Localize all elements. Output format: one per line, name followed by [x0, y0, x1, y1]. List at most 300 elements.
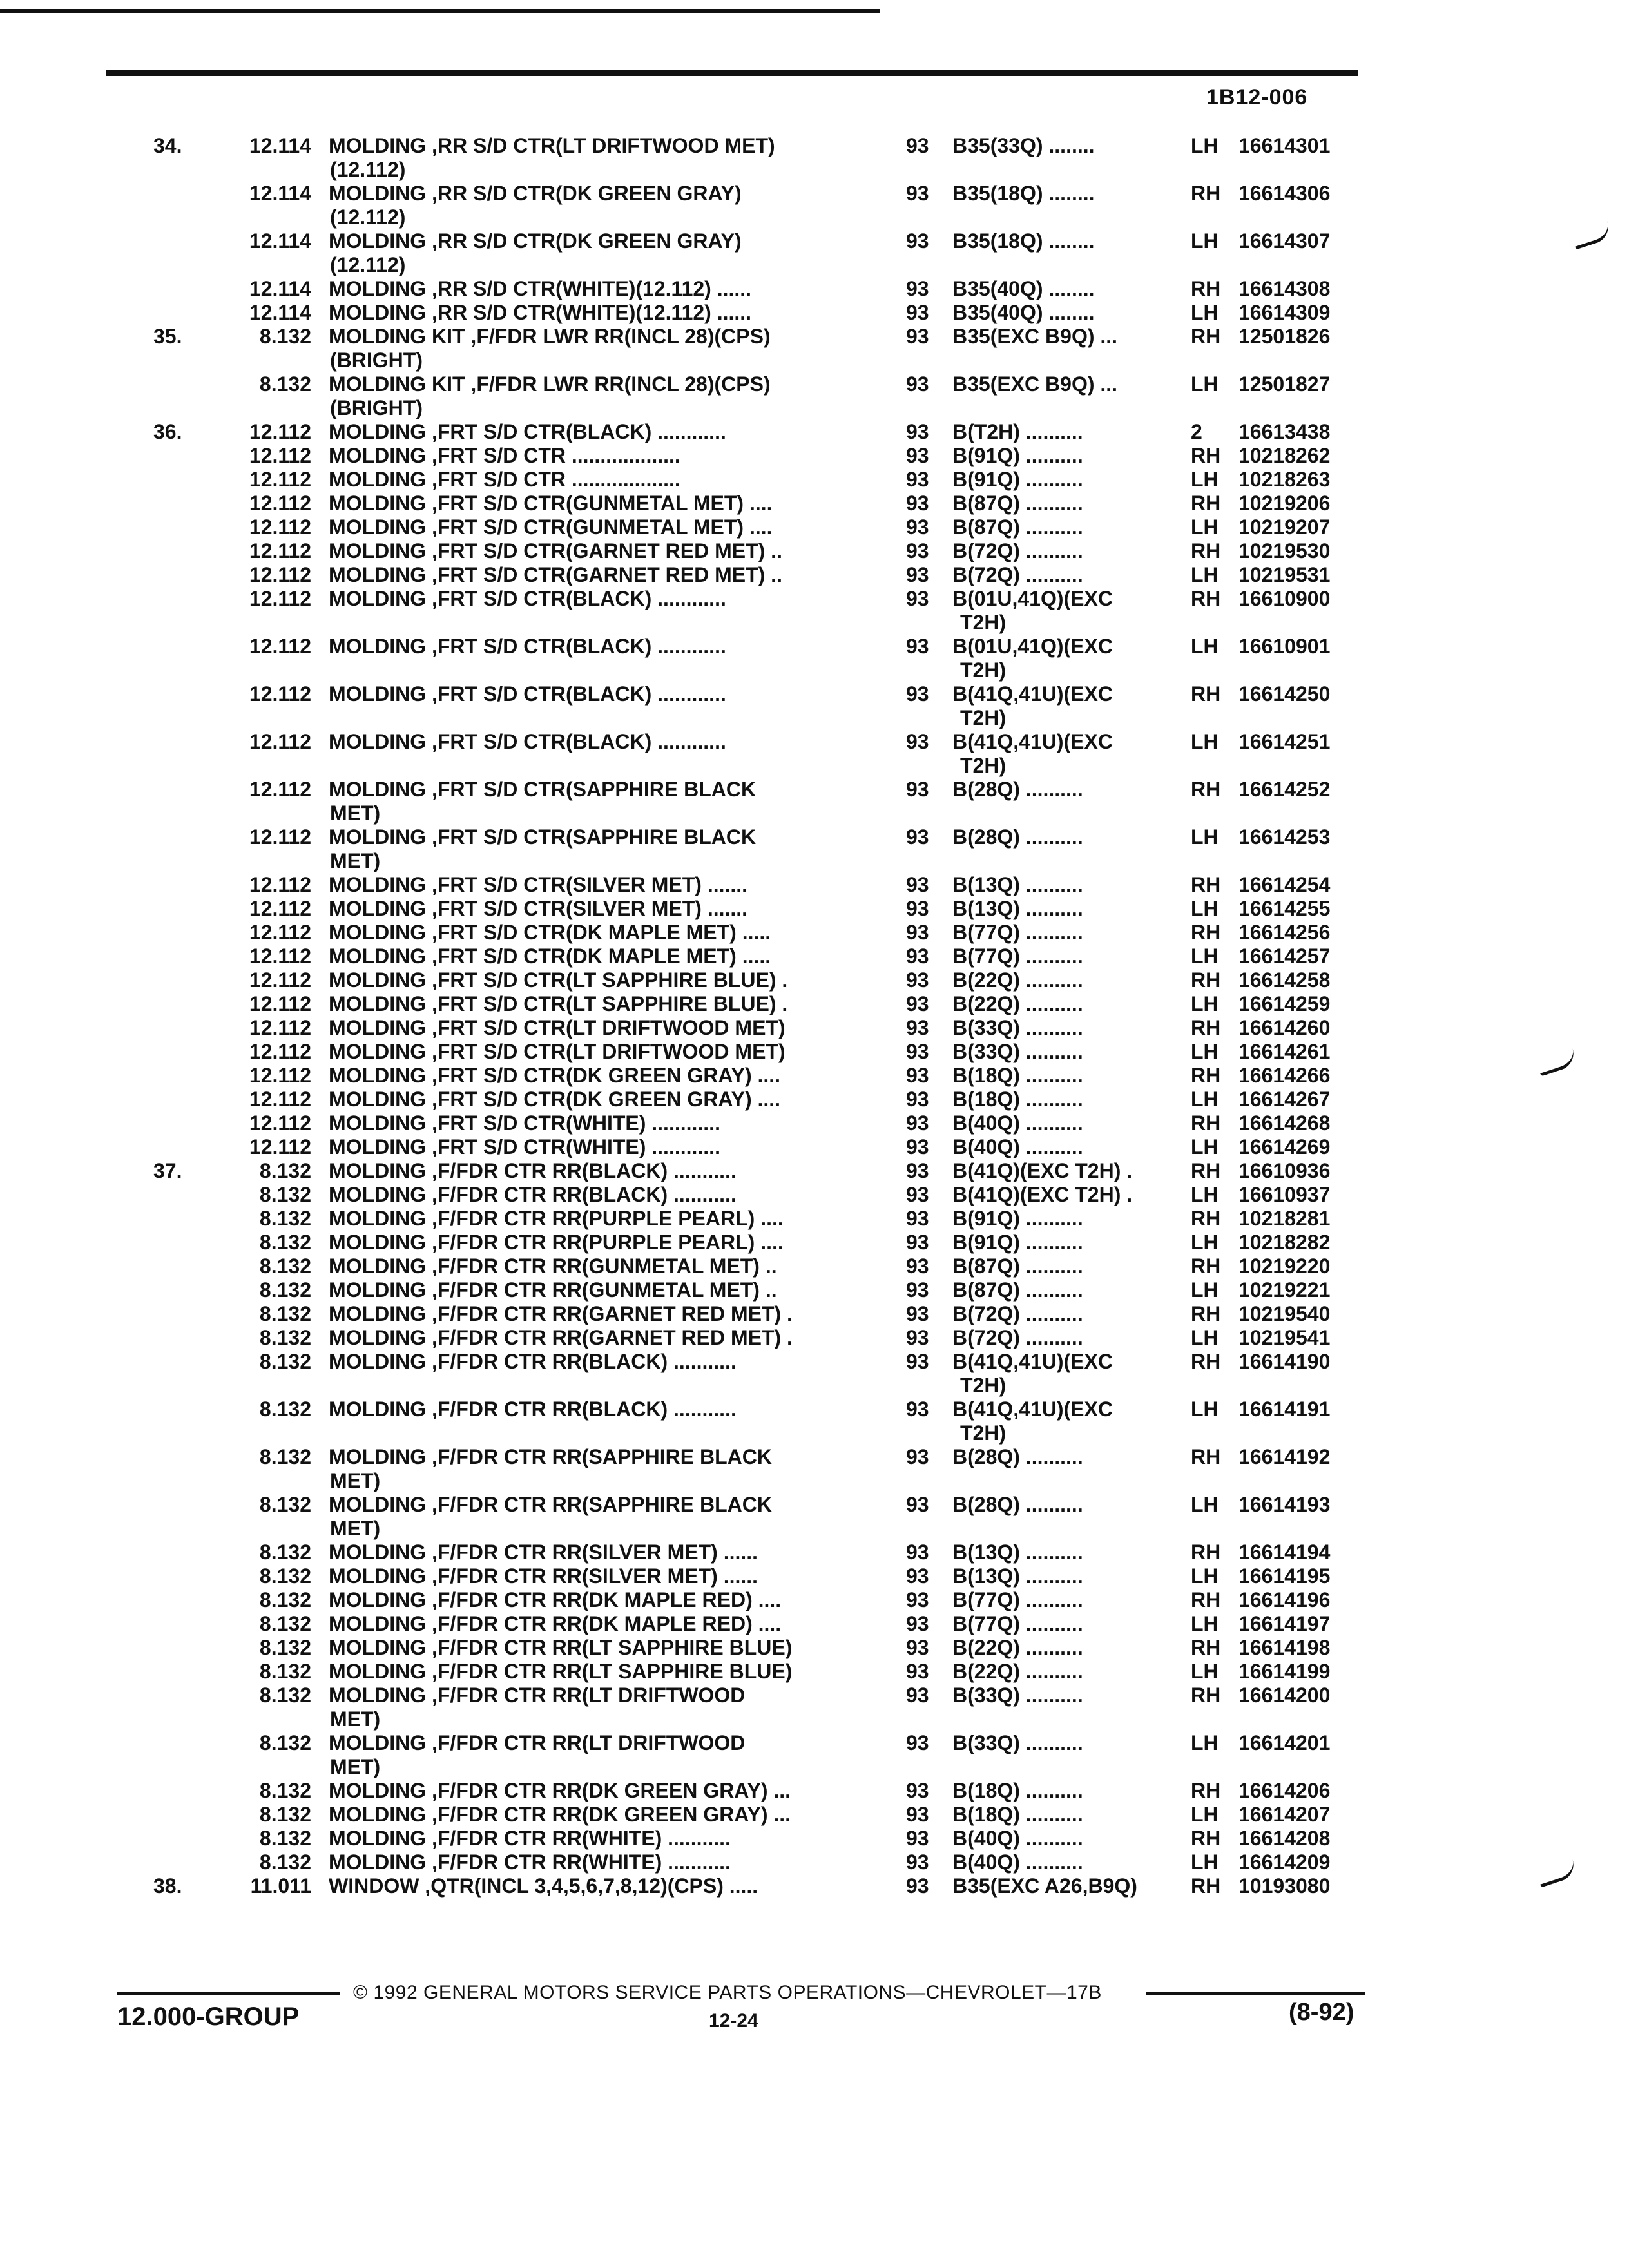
option-code: B(22Q) .......... — [952, 992, 1083, 1015]
option-code-cont: T2H) — [960, 1421, 1007, 1445]
part-description: MOLDING ,FRT S/D CTR(LT DRIFTWOOD MET) — [329, 1016, 786, 1039]
table-row — [0, 1493, 1629, 1541]
option-code-cont: T2H) — [960, 611, 1007, 634]
model-year: 93 — [906, 1231, 929, 1254]
model-year: 93 — [906, 325, 929, 348]
option-code: B(40Q) .......... — [952, 1111, 1083, 1135]
side-qty: RH — [1191, 1159, 1221, 1182]
side-qty: RH — [1191, 492, 1221, 515]
option-code: B35(33Q) ........ — [952, 134, 1095, 157]
model-year: 93 — [906, 1493, 929, 1516]
model-year: 93 — [906, 1588, 929, 1611]
table-row — [0, 301, 1629, 325]
table-row — [0, 1445, 1629, 1493]
part-number: 10219221 — [1239, 1278, 1331, 1302]
group-number: 8.132 — [259, 1588, 311, 1611]
table-row — [0, 1398, 1629, 1445]
group-number: 8.132 — [259, 1231, 311, 1254]
option-code: B35(EXC B9Q) ... — [952, 325, 1118, 348]
group-number: 8.132 — [259, 1850, 311, 1874]
option-code: B(87Q) .......... — [952, 515, 1083, 539]
part-number: 10218263 — [1239, 468, 1331, 491]
part-description: MOLDING KIT ,F/FDR LWR RR(INCL 28)(CPS) — [329, 325, 771, 348]
group-number: 8.132 — [259, 1278, 311, 1302]
group-number: 8.132 — [259, 1541, 311, 1564]
group-number: 8.132 — [259, 1159, 311, 1182]
option-code: B(33Q) .......... — [952, 1040, 1083, 1063]
part-description: MOLDING ,F/FDR CTR RR(WHITE) ........... — [329, 1850, 731, 1874]
part-number: 16614195 — [1239, 1564, 1331, 1588]
side-qty: RH — [1191, 873, 1221, 896]
item-number: 34. — [153, 134, 182, 157]
header-rule — [106, 70, 1358, 76]
model-year: 93 — [906, 1040, 929, 1063]
part-description-cont: MET) — [330, 1755, 381, 1778]
part-description: MOLDING ,FRT S/D CTR(SAPPHIRE BLACK — [329, 778, 757, 801]
part-number: 16614192 — [1239, 1445, 1331, 1468]
option-code-cont: T2H) — [960, 658, 1007, 682]
side-qty: RH — [1191, 1684, 1221, 1707]
group-number: 12.112 — [249, 444, 311, 467]
table-row — [0, 897, 1629, 921]
option-code: B(72Q) .......... — [952, 1302, 1083, 1325]
side-qty: LH — [1191, 1731, 1219, 1754]
side-qty: RH — [1191, 1779, 1221, 1802]
side-qty: LH — [1191, 468, 1219, 491]
part-description: MOLDING ,F/FDR CTR RR(SAPPHIRE BLACK — [329, 1493, 772, 1516]
table-row — [0, 1636, 1629, 1660]
model-year: 93 — [906, 134, 929, 157]
group-number: 12.114 — [249, 277, 311, 300]
part-number: 10219220 — [1239, 1254, 1331, 1278]
side-qty: RH — [1191, 539, 1221, 562]
group-number: 12.112 — [249, 992, 311, 1015]
table-row — [0, 1827, 1629, 1850]
model-year: 93 — [906, 1207, 929, 1230]
option-code: B(22Q) .......... — [952, 968, 1083, 992]
part-description: MOLDING ,F/FDR CTR RR(DK MAPLE RED) .... — [329, 1612, 782, 1635]
table-row — [0, 325, 1629, 372]
part-number: 16614301 — [1239, 134, 1331, 157]
part-number: 16614207 — [1239, 1803, 1331, 1826]
table-row — [0, 515, 1629, 539]
part-number: 16610936 — [1239, 1159, 1331, 1182]
part-description: MOLDING ,F/FDR CTR RR(GUNMETAL MET) .. — [329, 1254, 777, 1278]
part-description-cont: (12.112) — [330, 253, 406, 276]
part-number: 16614200 — [1239, 1684, 1331, 1707]
part-description: MOLDING ,RR S/D CTR(WHITE)(12.112) ...... — [329, 301, 752, 324]
table-row — [0, 873, 1629, 897]
part-description: MOLDING ,F/FDR CTR RR(BLACK) ........... — [329, 1183, 737, 1206]
group-number: 12.112 — [249, 1064, 311, 1087]
table-row — [0, 968, 1629, 992]
option-code: B(91Q) .......... — [952, 468, 1083, 491]
table-row — [0, 921, 1629, 945]
model-year: 93 — [906, 1564, 929, 1588]
option-code: B(77Q) .......... — [952, 945, 1083, 968]
part-number: 16614260 — [1239, 1016, 1331, 1039]
model-year: 93 — [906, 1183, 929, 1206]
side-qty: LH — [1191, 372, 1219, 396]
part-description: MOLDING ,FRT S/D CTR(GUNMETAL MET) .... — [329, 515, 773, 539]
option-code: B(18Q) .......... — [952, 1803, 1083, 1826]
page-id: 1B12-006 — [1206, 85, 1308, 110]
part-number: 16610900 — [1239, 587, 1331, 610]
side-qty: LH — [1191, 992, 1219, 1015]
part-number: 16614261 — [1239, 1040, 1331, 1063]
table-row — [0, 1326, 1629, 1350]
model-year: 93 — [906, 682, 929, 706]
part-number: 16614266 — [1239, 1064, 1331, 1087]
side-qty: RH — [1191, 1064, 1221, 1087]
side-qty: LH — [1191, 1660, 1219, 1683]
part-description: MOLDING ,F/FDR CTR RR(DK MAPLE RED) .... — [329, 1588, 782, 1611]
footer-rule-left — [117, 1992, 340, 1995]
model-year: 93 — [906, 1827, 929, 1850]
option-code: B(72Q) .......... — [952, 563, 1083, 586]
model-year: 93 — [906, 897, 929, 920]
part-description: MOLDING ,F/FDR CTR RR(SILVER MET) ...... — [329, 1541, 758, 1564]
group-number: 12.112 — [249, 873, 311, 896]
part-description: MOLDING ,FRT S/D CTR ................... — [329, 468, 680, 491]
item-number: 37. — [153, 1159, 182, 1182]
model-year: 93 — [906, 1850, 929, 1874]
table-row — [0, 1350, 1629, 1398]
table-row — [0, 182, 1629, 229]
part-number: 16614268 — [1239, 1111, 1331, 1135]
group-number: 12.112 — [249, 730, 311, 753]
option-code: B35(40Q) ........ — [952, 277, 1095, 300]
part-description: MOLDING ,FRT S/D CTR(BLACK) ............ — [329, 635, 726, 658]
part-number: 10193080 — [1239, 1874, 1331, 1898]
group-number: 12.112 — [249, 1135, 311, 1158]
part-number: 16614201 — [1239, 1731, 1331, 1754]
option-code: B(77Q) .......... — [952, 1588, 1083, 1611]
side-qty: LH — [1191, 1850, 1219, 1874]
side-qty: RH — [1191, 1111, 1221, 1135]
part-description: MOLDING ,F/FDR CTR RR(GARNET RED MET) . — [329, 1326, 793, 1349]
part-description-cont: MET) — [330, 849, 381, 872]
table-row — [0, 1803, 1629, 1827]
option-code: B(41Q,41U)(EXC — [952, 730, 1113, 753]
side-qty: LH — [1191, 1493, 1219, 1516]
table-row — [0, 1564, 1629, 1588]
option-code: B(22Q) .......... — [952, 1636, 1083, 1659]
part-description: MOLDING ,FRT S/D CTR(WHITE) ............ — [329, 1135, 720, 1158]
table-row — [0, 539, 1629, 563]
option-code: B(33Q) .......... — [952, 1684, 1083, 1707]
side-qty: LH — [1191, 1278, 1219, 1302]
option-code: B(72Q) .......... — [952, 539, 1083, 562]
side-qty: RH — [1191, 1541, 1221, 1564]
revision-date: (8-92) — [1289, 1999, 1354, 2026]
group-number: 8.132 — [259, 1207, 311, 1230]
part-description-cont: (BRIGHT) — [330, 396, 423, 419]
side-qty: RH — [1191, 1207, 1221, 1230]
group-number: 12.112 — [249, 945, 311, 968]
option-code: B(13Q) .......... — [952, 873, 1083, 896]
group-number: 11.011 — [250, 1874, 311, 1898]
model-year: 93 — [906, 1398, 929, 1421]
copyright-notice: © 1992 GENERAL MOTORS SERVICE PARTS OPERATIONS—CHEVROLET—17B — [353, 1982, 1102, 2003]
side-qty: LH — [1191, 945, 1219, 968]
part-description-cont: MET) — [330, 1517, 381, 1540]
table-row — [0, 1779, 1629, 1803]
part-description: MOLDING ,FRT S/D CTR(LT DRIFTWOOD MET) — [329, 1040, 786, 1063]
option-code: B(41Q)(EXC T2H) . — [952, 1159, 1133, 1182]
option-code: B(87Q) .......... — [952, 492, 1083, 515]
model-year: 93 — [906, 182, 929, 205]
part-description: MOLDING ,F/FDR CTR RR(DK GREEN GRAY) ... — [329, 1779, 791, 1802]
parts-list — [0, 134, 1629, 1898]
group-number: 8.132 — [259, 1779, 311, 1802]
part-number: 10219207 — [1239, 515, 1331, 539]
part-number: 16614190 — [1239, 1350, 1331, 1373]
model-year: 93 — [906, 1088, 929, 1111]
model-year: 93 — [906, 587, 929, 610]
model-year: 93 — [906, 1111, 929, 1135]
table-row — [0, 1183, 1629, 1207]
footer-rule-right — [1146, 1992, 1365, 1995]
table-row — [0, 229, 1629, 277]
option-code: B(40Q) .......... — [952, 1850, 1083, 1874]
part-number: 16614255 — [1239, 897, 1331, 920]
option-code-cont: T2H) — [960, 1374, 1007, 1397]
part-number: 16614256 — [1239, 921, 1331, 944]
side-qty: RH — [1191, 1016, 1221, 1039]
side-qty: RH — [1191, 587, 1221, 610]
part-description: MOLDING ,FRT S/D CTR(GARNET RED MET) .. — [329, 563, 782, 586]
option-code: B(18Q) .......... — [952, 1064, 1083, 1087]
part-number: 16614191 — [1239, 1398, 1331, 1421]
model-year: 93 — [906, 635, 929, 658]
group-number: 8.132 — [259, 1803, 311, 1826]
model-year: 93 — [906, 444, 929, 467]
side-qty: LH — [1191, 897, 1219, 920]
group-number: 8.132 — [259, 1612, 311, 1635]
table-row — [0, 778, 1629, 825]
side-qty: RH — [1191, 1874, 1221, 1898]
part-description-cont: (BRIGHT) — [330, 349, 423, 372]
option-code: B(18Q) .......... — [952, 1779, 1083, 1802]
part-description: MOLDING ,FRT S/D CTR(WHITE) ............ — [329, 1111, 720, 1135]
part-description: MOLDING ,F/FDR CTR RR(SILVER MET) ...... — [329, 1564, 758, 1588]
model-year: 93 — [906, 229, 929, 253]
side-qty: RH — [1191, 921, 1221, 944]
part-number: 16614257 — [1239, 945, 1331, 968]
side-qty: LH — [1191, 1398, 1219, 1421]
part-description: MOLDING ,F/FDR CTR RR(LT DRIFTWOOD — [329, 1684, 746, 1707]
side-qty: RH — [1191, 1350, 1221, 1373]
part-description-cont: (12.112) — [330, 158, 406, 181]
model-year: 93 — [906, 1541, 929, 1564]
group-number: 12.112 — [249, 1088, 311, 1111]
side-qty: LH — [1191, 1088, 1219, 1111]
group-number: 8.132 — [259, 1398, 311, 1421]
group-number: 12.114 — [249, 229, 311, 253]
model-year: 93 — [906, 1135, 929, 1158]
part-number: 16614209 — [1239, 1850, 1331, 1874]
table-row — [0, 1731, 1629, 1779]
part-number: 10219206 — [1239, 492, 1331, 515]
table-row — [0, 1064, 1629, 1088]
side-qty: LH — [1191, 635, 1219, 658]
option-code: B(13Q) .......... — [952, 1541, 1083, 1564]
option-code: B35(18Q) ........ — [952, 229, 1095, 253]
model-year: 93 — [906, 1159, 929, 1182]
group-number: 12.114 — [249, 182, 311, 205]
part-number: 10219530 — [1239, 539, 1331, 562]
group-number: 12.112 — [249, 1016, 311, 1039]
option-code: B(18Q) .......... — [952, 1088, 1083, 1111]
item-number: 38. — [153, 1874, 182, 1898]
part-description: MOLDING ,F/FDR CTR RR(GARNET RED MET) . — [329, 1302, 793, 1325]
model-year: 93 — [906, 968, 929, 992]
part-description: MOLDING ,F/FDR CTR RR(BLACK) ........... — [329, 1398, 737, 1421]
part-number: 16614306 — [1239, 182, 1331, 205]
option-code: B(28Q) .......... — [952, 825, 1083, 849]
option-code: B(28Q) .......... — [952, 1493, 1083, 1516]
model-year: 93 — [906, 825, 929, 849]
part-number: 16610901 — [1239, 635, 1331, 658]
part-number: 16614193 — [1239, 1493, 1331, 1516]
part-description: MOLDING ,FRT S/D CTR(LT SAPPHIRE BLUE) . — [329, 992, 788, 1015]
side-qty: RH — [1191, 1588, 1221, 1611]
table-row — [0, 1541, 1629, 1564]
table-row — [0, 825, 1629, 873]
part-description-cont: (12.112) — [330, 206, 406, 229]
side-qty: LH — [1191, 134, 1219, 157]
side-qty: LH — [1191, 1564, 1219, 1588]
option-code: B(28Q) .......... — [952, 1445, 1083, 1468]
part-number: 16614309 — [1239, 301, 1331, 324]
part-number: 16614198 — [1239, 1636, 1331, 1659]
group-number: 12.112 — [249, 968, 311, 992]
group-number: 12.112 — [249, 1040, 311, 1063]
model-year: 93 — [906, 1445, 929, 1468]
option-code: B35(40Q) ........ — [952, 301, 1095, 324]
option-code: B(91Q) .......... — [952, 1207, 1083, 1230]
group-number: 12.112 — [249, 921, 311, 944]
part-description: MOLDING ,F/FDR CTR RR(PURPLE PEARL) .... — [329, 1231, 784, 1254]
option-code: B(41Q,41U)(EXC — [952, 682, 1113, 706]
group-number: 12.112 — [249, 682, 311, 706]
side-qty: LH — [1191, 1135, 1219, 1158]
model-year: 93 — [906, 1254, 929, 1278]
side-qty: LH — [1191, 1326, 1219, 1349]
model-year: 93 — [906, 1278, 929, 1302]
side-qty: RH — [1191, 1254, 1221, 1278]
model-year: 93 — [906, 372, 929, 396]
group-number: 12.112 — [249, 587, 311, 610]
part-number: 16610937 — [1239, 1183, 1331, 1206]
option-code: B(01U,41Q)(EXC — [952, 587, 1113, 610]
option-code: B(13Q) .......... — [952, 897, 1083, 920]
page-number: 12-24 — [709, 2010, 758, 2032]
table-row — [0, 1684, 1629, 1731]
option-code: B(22Q) .......... — [952, 1660, 1083, 1683]
group-number: 8.132 — [259, 1827, 311, 1850]
part-number: 16614267 — [1239, 1088, 1331, 1111]
top-rule — [0, 9, 880, 13]
side-qty: RH — [1191, 1302, 1221, 1325]
model-year: 93 — [906, 563, 929, 586]
part-description: MOLDING ,FRT S/D CTR(GARNET RED MET) .. — [329, 539, 782, 562]
model-year: 93 — [906, 1016, 929, 1039]
group-number: 8.132 — [259, 325, 311, 348]
option-code: B35(18Q) ........ — [952, 182, 1095, 205]
table-row — [0, 1254, 1629, 1278]
model-year: 93 — [906, 277, 929, 300]
table-row — [0, 992, 1629, 1016]
part-number: 16614308 — [1239, 277, 1331, 300]
table-row — [0, 1850, 1629, 1874]
option-code: B(40Q) .......... — [952, 1135, 1083, 1158]
part-number: 16614258 — [1239, 968, 1331, 992]
group-number: 12.112 — [249, 539, 311, 562]
part-description: MOLDING ,FRT S/D CTR(BLACK) ............ — [329, 730, 726, 753]
table-row — [0, 730, 1629, 778]
part-description: MOLDING ,F/FDR CTR RR(GUNMETAL MET) .. — [329, 1278, 777, 1302]
table-row — [0, 1231, 1629, 1254]
group-label: 12.000-GROUP — [117, 2003, 300, 2031]
part-number: 10219541 — [1239, 1326, 1331, 1349]
model-year: 93 — [906, 1636, 929, 1659]
model-year: 93 — [906, 1874, 929, 1898]
part-description: MOLDING ,F/FDR CTR RR(BLACK) ........... — [329, 1350, 737, 1373]
part-description: MOLDING ,FRT S/D CTR(SAPPHIRE BLACK — [329, 825, 757, 849]
table-row — [0, 1278, 1629, 1302]
side-qty: RH — [1191, 277, 1221, 300]
part-description: MOLDING ,FRT S/D CTR(SILVER MET) ....... — [329, 873, 748, 896]
part-number: 16614250 — [1239, 682, 1331, 706]
group-number: 8.132 — [259, 1684, 311, 1707]
group-number: 12.112 — [249, 825, 311, 849]
group-number: 8.132 — [259, 1302, 311, 1325]
option-code: B(T2H) .......... — [952, 420, 1083, 443]
option-code: B(91Q) .......... — [952, 444, 1083, 467]
part-description: MOLDING ,FRT S/D CTR(SILVER MET) ....... — [329, 897, 748, 920]
side-qty: LH — [1191, 1803, 1219, 1826]
model-year: 93 — [906, 1350, 929, 1373]
side-qty: RH — [1191, 1445, 1221, 1468]
model-year: 93 — [906, 1779, 929, 1802]
group-number: 12.112 — [249, 515, 311, 539]
part-description: MOLDING ,FRT S/D CTR(BLACK) ............ — [329, 587, 726, 610]
side-qty: LH — [1191, 730, 1219, 753]
table-row — [0, 563, 1629, 587]
model-year: 93 — [906, 468, 929, 491]
part-number: 16614194 — [1239, 1541, 1331, 1564]
side-qty: RH — [1191, 778, 1221, 801]
part-number: 12501826 — [1239, 325, 1331, 348]
part-description: MOLDING ,FRT S/D CTR(DK MAPLE MET) ..... — [329, 945, 771, 968]
model-year: 93 — [906, 873, 929, 896]
part-description-cont: MET) — [330, 1469, 381, 1492]
side-qty: LH — [1191, 515, 1219, 539]
side-qty: RH — [1191, 325, 1221, 348]
option-code: B(13Q) .......... — [952, 1564, 1083, 1588]
part-number: 16614196 — [1239, 1588, 1331, 1611]
model-year: 93 — [906, 1684, 929, 1707]
group-number: 12.114 — [249, 301, 311, 324]
model-year: 93 — [906, 730, 929, 753]
table-row — [0, 1016, 1629, 1040]
group-number: 8.132 — [259, 372, 311, 396]
group-number: 12.112 — [249, 468, 311, 491]
table-row — [0, 1874, 1629, 1898]
table-row — [0, 682, 1629, 730]
